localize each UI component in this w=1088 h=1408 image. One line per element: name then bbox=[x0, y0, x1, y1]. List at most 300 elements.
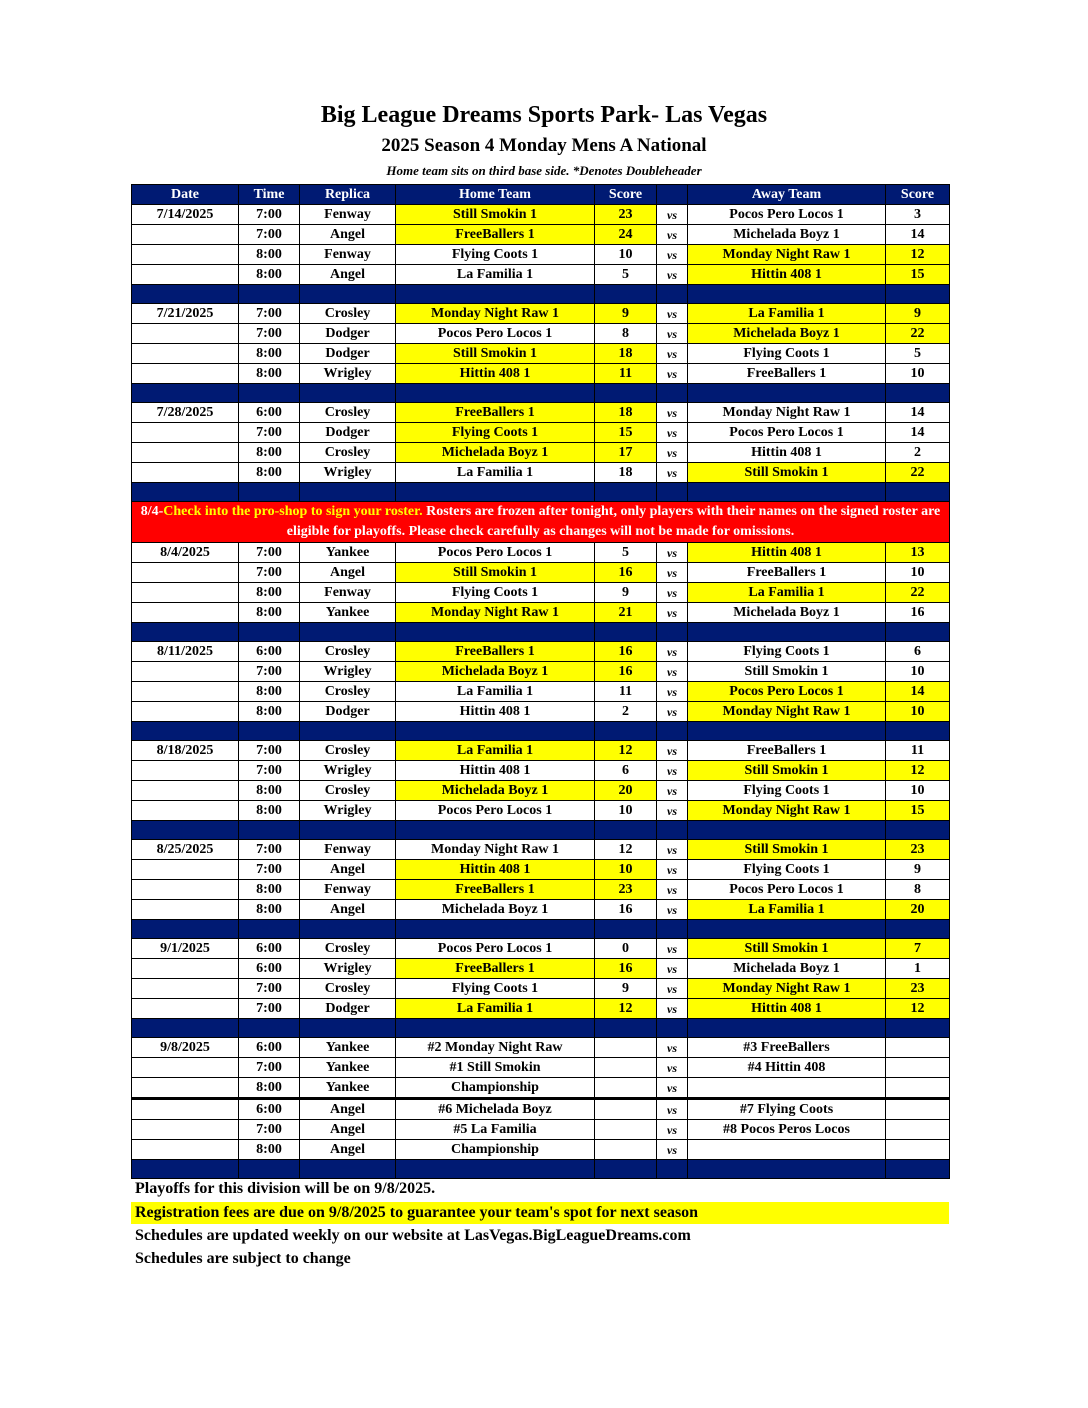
away-team: La Familia 1 bbox=[688, 900, 886, 920]
away-team: Pocos Pero Locos 1 bbox=[688, 205, 886, 225]
game-row bbox=[132, 1140, 950, 1160]
vs-label: vs bbox=[657, 543, 688, 563]
home-team: Monday Night Raw 1 bbox=[396, 840, 595, 860]
game-row bbox=[132, 662, 950, 682]
vs-label: vs bbox=[657, 344, 688, 364]
field-name: Angel bbox=[300, 265, 396, 285]
game-date: 9/8/2025 bbox=[132, 1038, 239, 1058]
away-score bbox=[886, 1038, 950, 1058]
home-score: 12 bbox=[595, 999, 657, 1019]
home-score: 5 bbox=[595, 543, 657, 563]
separator-cell bbox=[657, 1019, 688, 1038]
home-team: Hittin 408 1 bbox=[396, 702, 595, 722]
game-time: 7:00 bbox=[239, 860, 300, 880]
separator-cell bbox=[886, 1160, 950, 1179]
game-date bbox=[132, 463, 239, 483]
game-row bbox=[132, 423, 950, 443]
game-time: 8:00 bbox=[239, 1078, 300, 1099]
schedule-table bbox=[131, 184, 950, 1179]
separator-cell bbox=[396, 821, 595, 840]
away-score: 9 bbox=[886, 304, 950, 324]
home-team: Flying Coots 1 bbox=[396, 979, 595, 999]
week-separator bbox=[132, 920, 950, 939]
away-score bbox=[886, 1120, 950, 1140]
game-time: 8:00 bbox=[239, 583, 300, 603]
game-row bbox=[132, 304, 950, 324]
home-team: Flying Coots 1 bbox=[396, 583, 595, 603]
separator-cell bbox=[132, 821, 239, 840]
away-team: Michelada Boyz 1 bbox=[688, 603, 886, 623]
game-time: 7:00 bbox=[239, 662, 300, 682]
home-score: 23 bbox=[595, 205, 657, 225]
home-team: Pocos Pero Locos 1 bbox=[396, 801, 595, 821]
away-score: 14 bbox=[886, 403, 950, 423]
home-score: 9 bbox=[595, 583, 657, 603]
field-name: Dodger bbox=[300, 423, 396, 443]
column-header: Score bbox=[886, 185, 950, 205]
separator-cell bbox=[396, 1019, 595, 1038]
game-date bbox=[132, 423, 239, 443]
separator-cell bbox=[132, 384, 239, 403]
away-score: 23 bbox=[886, 979, 950, 999]
field-name: Crosley bbox=[300, 781, 396, 801]
home-score: 12 bbox=[595, 741, 657, 761]
home-team: Still Smokin 1 bbox=[396, 563, 595, 583]
game-date bbox=[132, 682, 239, 702]
game-time: 7:00 bbox=[239, 999, 300, 1019]
home-score: 0 bbox=[595, 939, 657, 959]
away-team: La Familia 1 bbox=[688, 304, 886, 324]
separator-cell bbox=[300, 821, 396, 840]
game-row bbox=[132, 245, 950, 265]
separator-cell bbox=[657, 483, 688, 502]
away-team: Hittin 408 1 bbox=[688, 265, 886, 285]
game-date: 8/18/2025 bbox=[132, 741, 239, 761]
field-name: Dodger bbox=[300, 702, 396, 722]
field-name: Angel bbox=[300, 1120, 396, 1140]
game-row bbox=[132, 1058, 950, 1078]
column-header bbox=[657, 185, 688, 205]
game-date bbox=[132, 1120, 239, 1140]
separator-cell bbox=[688, 1019, 886, 1038]
vs-label: vs bbox=[657, 563, 688, 583]
game-row bbox=[132, 225, 950, 245]
game-time: 7:00 bbox=[239, 840, 300, 860]
separator-cell bbox=[688, 920, 886, 939]
game-time: 7:00 bbox=[239, 1058, 300, 1078]
column-header: Home Team bbox=[396, 185, 595, 205]
separator-cell bbox=[595, 920, 657, 939]
away-score: 14 bbox=[886, 682, 950, 702]
away-team: Still Smokin 1 bbox=[688, 939, 886, 959]
separator-cell bbox=[595, 384, 657, 403]
game-date: 8/25/2025 bbox=[132, 840, 239, 860]
away-team: FreeBallers 1 bbox=[688, 563, 886, 583]
field-name: Fenway bbox=[300, 840, 396, 860]
home-score: 16 bbox=[595, 900, 657, 920]
away-team: #3 FreeBallers bbox=[688, 1038, 886, 1058]
game-time: 7:00 bbox=[239, 423, 300, 443]
home-score bbox=[595, 1078, 657, 1099]
game-date bbox=[132, 959, 239, 979]
vs-label: vs bbox=[657, 443, 688, 463]
separator-cell bbox=[886, 722, 950, 741]
game-date bbox=[132, 1058, 239, 1078]
week-separator bbox=[132, 722, 950, 741]
vs-label: vs bbox=[657, 999, 688, 1019]
field-name: Yankee bbox=[300, 543, 396, 563]
page-subtitle: 2025 Season 4 Monday Mens A National bbox=[381, 135, 707, 156]
game-row bbox=[132, 939, 950, 959]
vs-label: vs bbox=[657, 741, 688, 761]
away-team: Pocos Pero Locos 1 bbox=[688, 423, 886, 443]
home-team: Championship bbox=[396, 1078, 595, 1099]
game-time: 8:00 bbox=[239, 781, 300, 801]
separator-cell bbox=[239, 920, 300, 939]
field-name: Crosley bbox=[300, 979, 396, 999]
vs-label: vs bbox=[657, 781, 688, 801]
away-team: Monday Night Raw 1 bbox=[688, 801, 886, 821]
week-separator bbox=[132, 483, 950, 502]
game-row bbox=[132, 880, 950, 900]
away-score: 10 bbox=[886, 364, 950, 384]
vs-label: vs bbox=[657, 860, 688, 880]
separator-cell bbox=[595, 483, 657, 502]
vs-label: vs bbox=[657, 1078, 688, 1099]
away-score: 10 bbox=[886, 781, 950, 801]
away-team: Still Smokin 1 bbox=[688, 662, 886, 682]
vs-label: vs bbox=[657, 1140, 688, 1160]
home-team: FreeBallers 1 bbox=[396, 959, 595, 979]
game-date bbox=[132, 900, 239, 920]
separator-cell bbox=[300, 1160, 396, 1179]
home-score: 20 bbox=[595, 781, 657, 801]
notice-detail: Rosters are frozen after tonight, only players with their names on the signed roster are eligible for playoffs. Please check carefully as changes will not be made for omissions. bbox=[286, 504, 941, 539]
game-date: 8/11/2025 bbox=[132, 642, 239, 662]
column-header: Score bbox=[595, 185, 657, 205]
field-name: Wrigley bbox=[300, 364, 396, 384]
game-row bbox=[132, 443, 950, 463]
vs-label: vs bbox=[657, 423, 688, 443]
away-team: FreeBallers 1 bbox=[688, 364, 886, 384]
separator-cell bbox=[688, 285, 886, 304]
vs-label: vs bbox=[657, 304, 688, 324]
separator-cell bbox=[595, 285, 657, 304]
roster-notice-text bbox=[132, 502, 950, 543]
field-name: Wrigley bbox=[300, 761, 396, 781]
game-time: 7:00 bbox=[239, 741, 300, 761]
game-date bbox=[132, 324, 239, 344]
separator-cell bbox=[300, 285, 396, 304]
home-score: 11 bbox=[595, 364, 657, 384]
away-team: Michelada Boyz 1 bbox=[688, 225, 886, 245]
home-score: 10 bbox=[595, 801, 657, 821]
field-name: Yankee bbox=[300, 1058, 396, 1078]
vs-label: vs bbox=[657, 880, 688, 900]
separator-cell bbox=[886, 483, 950, 502]
away-score: 2 bbox=[886, 443, 950, 463]
game-time: 6:00 bbox=[239, 642, 300, 662]
field-name: Yankee bbox=[300, 1038, 396, 1058]
away-team: Pocos Pero Locos 1 bbox=[688, 880, 886, 900]
away-score: 14 bbox=[886, 225, 950, 245]
away-score: 23 bbox=[886, 840, 950, 860]
game-row bbox=[132, 642, 950, 662]
game-time: 8:00 bbox=[239, 682, 300, 702]
game-time: 8:00 bbox=[239, 443, 300, 463]
home-team: Michelada Boyz 1 bbox=[396, 662, 595, 682]
home-score: 11 bbox=[595, 682, 657, 702]
away-score bbox=[886, 1099, 950, 1120]
separator-cell bbox=[657, 384, 688, 403]
vs-label: vs bbox=[657, 364, 688, 384]
vs-label: vs bbox=[657, 1038, 688, 1058]
vs-label: vs bbox=[657, 761, 688, 781]
separator-cell bbox=[688, 821, 886, 840]
field-name: Fenway bbox=[300, 880, 396, 900]
field-name: Wrigley bbox=[300, 463, 396, 483]
away-score bbox=[886, 1058, 950, 1078]
game-row bbox=[132, 1120, 950, 1140]
schedule-note: Home team sits on third base side. *Denotes Doubleheader bbox=[386, 163, 702, 178]
separator-cell bbox=[657, 920, 688, 939]
separator-cell bbox=[886, 285, 950, 304]
away-score: 9 bbox=[886, 860, 950, 880]
game-time: 8:00 bbox=[239, 880, 300, 900]
field-name: Angel bbox=[300, 225, 396, 245]
home-team: Championship bbox=[396, 1140, 595, 1160]
notice-date: 8/4- bbox=[140, 504, 164, 519]
home-team: Still Smokin 1 bbox=[396, 344, 595, 364]
away-score: 20 bbox=[886, 900, 950, 920]
home-team: #6 Michelada Boyz bbox=[396, 1099, 595, 1120]
home-team: Michelada Boyz 1 bbox=[396, 781, 595, 801]
game-row bbox=[132, 1038, 950, 1058]
away-score: 22 bbox=[886, 583, 950, 603]
separator-cell bbox=[595, 821, 657, 840]
home-team: #2 Monday Night Raw bbox=[396, 1038, 595, 1058]
game-row bbox=[132, 682, 950, 702]
separator-cell bbox=[886, 1019, 950, 1038]
separator-cell bbox=[239, 1019, 300, 1038]
home-team: FreeBallers 1 bbox=[396, 642, 595, 662]
game-row bbox=[132, 205, 950, 225]
home-score: 23 bbox=[595, 880, 657, 900]
home-score: 8 bbox=[595, 324, 657, 344]
vs-label: vs bbox=[657, 642, 688, 662]
game-date: 9/1/2025 bbox=[132, 939, 239, 959]
game-time: 7:00 bbox=[239, 979, 300, 999]
separator-cell bbox=[886, 821, 950, 840]
separator-cell bbox=[396, 623, 595, 642]
vs-label: vs bbox=[657, 463, 688, 483]
field-name: Crosley bbox=[300, 682, 396, 702]
game-time: 8:00 bbox=[239, 702, 300, 722]
away-team: Still Smokin 1 bbox=[688, 840, 886, 860]
field-name: Dodger bbox=[300, 344, 396, 364]
game-time: 6:00 bbox=[239, 959, 300, 979]
home-score: 18 bbox=[595, 463, 657, 483]
home-score bbox=[595, 1140, 657, 1160]
roster-notice bbox=[132, 502, 950, 543]
game-date bbox=[132, 781, 239, 801]
away-score: 10 bbox=[886, 563, 950, 583]
home-team: Flying Coots 1 bbox=[396, 423, 595, 443]
vs-label: vs bbox=[657, 702, 688, 722]
home-team: Michelada Boyz 1 bbox=[396, 900, 595, 920]
away-team: Monday Night Raw 1 bbox=[688, 979, 886, 999]
game-row bbox=[132, 364, 950, 384]
field-name: Fenway bbox=[300, 245, 396, 265]
vs-label: vs bbox=[657, 959, 688, 979]
separator-cell bbox=[396, 285, 595, 304]
home-score: 10 bbox=[595, 245, 657, 265]
separator-cell bbox=[132, 920, 239, 939]
field-name: Wrigley bbox=[300, 662, 396, 682]
week-separator bbox=[132, 1019, 950, 1038]
away-team: Michelada Boyz 1 bbox=[688, 959, 886, 979]
separator-cell bbox=[239, 821, 300, 840]
vs-label: vs bbox=[657, 939, 688, 959]
registration-note: Registration fees are due on 9/8/2025 to guarantee your team's spot for next season bbox=[131, 1202, 949, 1224]
home-team: La Familia 1 bbox=[396, 463, 595, 483]
notice-instruction: Check into the pro-shop to sign your roster. bbox=[163, 504, 423, 519]
field-name: Crosley bbox=[300, 304, 396, 324]
home-score bbox=[595, 1058, 657, 1078]
away-score: 10 bbox=[886, 662, 950, 682]
away-team: Monday Night Raw 1 bbox=[688, 702, 886, 722]
game-row bbox=[132, 463, 950, 483]
game-row bbox=[132, 603, 950, 623]
away-score: 14 bbox=[886, 423, 950, 443]
column-header: Time bbox=[239, 185, 300, 205]
away-team: Hittin 408 1 bbox=[688, 443, 886, 463]
game-row bbox=[132, 1099, 950, 1120]
vs-label: vs bbox=[657, 603, 688, 623]
website-note: Schedules are updated weekly on our website at LasVegas.BigLeagueDreams.com bbox=[135, 1227, 691, 1244]
game-date bbox=[132, 999, 239, 1019]
week-separator bbox=[132, 1160, 950, 1179]
vs-label: vs bbox=[657, 979, 688, 999]
week-separator bbox=[132, 285, 950, 304]
game-time: 8:00 bbox=[239, 801, 300, 821]
home-team: Pocos Pero Locos 1 bbox=[396, 939, 595, 959]
game-date bbox=[132, 1140, 239, 1160]
playoffs-note: Playoffs for this division will be on 9/8/2025. bbox=[135, 1180, 436, 1197]
home-score bbox=[595, 1120, 657, 1140]
separator-cell bbox=[239, 722, 300, 741]
field-name: Angel bbox=[300, 900, 396, 920]
game-row bbox=[132, 1078, 950, 1099]
game-time: 7:00 bbox=[239, 1120, 300, 1140]
game-row bbox=[132, 860, 950, 880]
game-row bbox=[132, 563, 950, 583]
home-team: Pocos Pero Locos 1 bbox=[396, 324, 595, 344]
separator-cell bbox=[595, 623, 657, 642]
home-score: 24 bbox=[595, 225, 657, 245]
field-name: Angel bbox=[300, 860, 396, 880]
game-date bbox=[132, 880, 239, 900]
vs-label: vs bbox=[657, 840, 688, 860]
separator-cell bbox=[688, 384, 886, 403]
game-time: 8:00 bbox=[239, 265, 300, 285]
home-score: 10 bbox=[595, 860, 657, 880]
game-row bbox=[132, 344, 950, 364]
away-score bbox=[886, 1140, 950, 1160]
away-team: Monday Night Raw 1 bbox=[688, 403, 886, 423]
separator-cell bbox=[688, 722, 886, 741]
game-row bbox=[132, 583, 950, 603]
home-score: 21 bbox=[595, 603, 657, 623]
game-row bbox=[132, 265, 950, 285]
away-score: 3 bbox=[886, 205, 950, 225]
vs-label: vs bbox=[657, 801, 688, 821]
home-team: FreeBallers 1 bbox=[396, 880, 595, 900]
home-score bbox=[595, 1038, 657, 1058]
vs-label: vs bbox=[657, 1099, 688, 1120]
separator-cell bbox=[132, 1019, 239, 1038]
home-team: Pocos Pero Locos 1 bbox=[396, 543, 595, 563]
field-name: Fenway bbox=[300, 205, 396, 225]
home-team: #1 Still Smokin bbox=[396, 1058, 595, 1078]
game-time: 7:00 bbox=[239, 304, 300, 324]
away-team: Michelada Boyz 1 bbox=[688, 324, 886, 344]
away-score: 6 bbox=[886, 642, 950, 662]
home-team: #5 La Familia bbox=[396, 1120, 595, 1140]
field-name: Dodger bbox=[300, 999, 396, 1019]
vs-label: vs bbox=[657, 403, 688, 423]
separator-cell bbox=[239, 384, 300, 403]
separator-cell bbox=[688, 623, 886, 642]
game-row bbox=[132, 741, 950, 761]
game-row bbox=[132, 801, 950, 821]
game-date bbox=[132, 761, 239, 781]
away-score: 10 bbox=[886, 702, 950, 722]
game-row bbox=[132, 959, 950, 979]
separator-cell bbox=[595, 722, 657, 741]
vs-label: vs bbox=[657, 1120, 688, 1140]
game-date bbox=[132, 583, 239, 603]
home-team: Flying Coots 1 bbox=[396, 245, 595, 265]
home-score: 6 bbox=[595, 761, 657, 781]
away-team: Still Smokin 1 bbox=[688, 761, 886, 781]
separator-cell bbox=[132, 1160, 239, 1179]
away-team: #4 Hittin 408 bbox=[688, 1058, 886, 1078]
separator-cell bbox=[239, 285, 300, 304]
home-score: 18 bbox=[595, 403, 657, 423]
home-score: 9 bbox=[595, 979, 657, 999]
home-score: 17 bbox=[595, 443, 657, 463]
away-team: #8 Pocos Peros Locos bbox=[688, 1120, 886, 1140]
vs-label: vs bbox=[657, 245, 688, 265]
column-header: Date bbox=[132, 185, 239, 205]
away-score: 5 bbox=[886, 344, 950, 364]
away-team: Flying Coots 1 bbox=[688, 344, 886, 364]
vs-label: vs bbox=[657, 1058, 688, 1078]
column-header: Away Team bbox=[688, 185, 886, 205]
home-team: La Familia 1 bbox=[396, 682, 595, 702]
home-team: La Familia 1 bbox=[396, 999, 595, 1019]
away-score: 15 bbox=[886, 801, 950, 821]
home-score: 15 bbox=[595, 423, 657, 443]
home-team: Hittin 408 1 bbox=[396, 860, 595, 880]
home-team: FreeBallers 1 bbox=[396, 403, 595, 423]
field-name: Crosley bbox=[300, 642, 396, 662]
away-score: 12 bbox=[886, 761, 950, 781]
away-score bbox=[886, 1078, 950, 1099]
away-team: #7 Flying Coots bbox=[688, 1099, 886, 1120]
game-date bbox=[132, 364, 239, 384]
